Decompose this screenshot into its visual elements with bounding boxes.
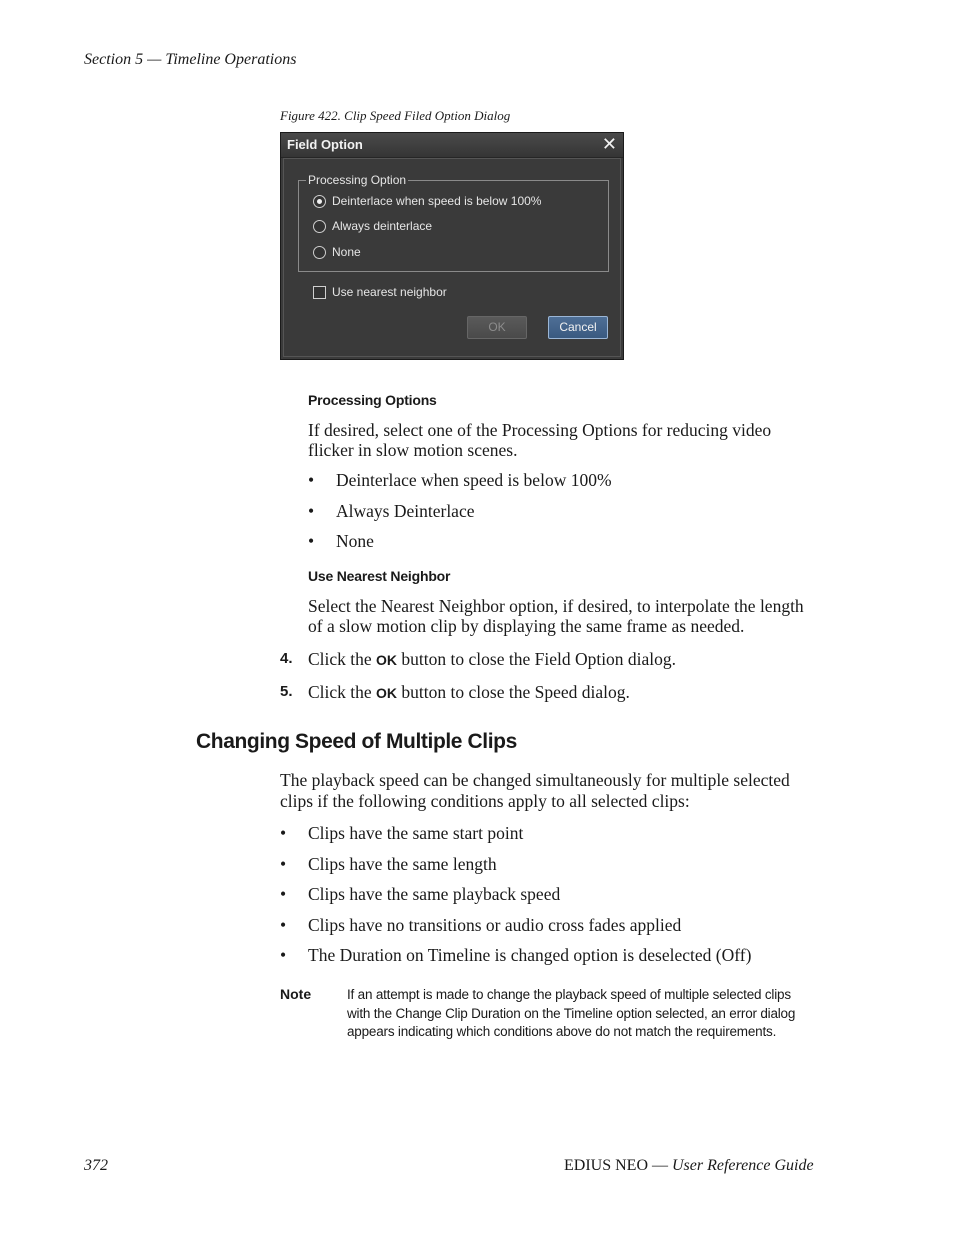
step-number: 4. [280, 650, 293, 667]
ok-keyword: OK [376, 685, 398, 701]
close-icon[interactable]: ✕ [601, 134, 617, 154]
step-text-post: button to close the Field Option dialog. [401, 649, 677, 669]
nearest-neighbor-checkbox-row[interactable] [313, 285, 447, 299]
radio-label: None [332, 245, 361, 259]
bullet-icon: • [280, 823, 287, 843]
bullet-icon: • [280, 854, 287, 874]
nearest-para-line-1: Select the Nearest Neighbor option, if desired, to interpolate the length [308, 596, 804, 616]
radio-unselected-icon[interactable] [313, 246, 326, 259]
radio-deinterlace-below-100[interactable] [313, 194, 541, 208]
step-text-pre: Click the [308, 649, 372, 669]
list-item [280, 823, 286, 844]
ok-keyword: OK [376, 652, 398, 668]
ok-button[interactable]: OK [467, 316, 527, 339]
note-line: with the Change Clip Duration on the Timeline option selected, an error dialog [347, 1005, 796, 1021]
cancel-button[interactable]: Cancel [548, 316, 608, 339]
dialog-title: Field Option [287, 137, 363, 152]
list-item [280, 945, 286, 966]
note-line: appears indicating which conditions above do not match the requirements. [347, 1024, 777, 1039]
radio-always-deinterlace[interactable] [313, 219, 432, 233]
bullet-icon: • [280, 884, 287, 904]
running-header: Section 5 — Timeline Operations [84, 51, 297, 68]
processing-para-line-1: If desired, select one of the Processing Options for reducing video [308, 420, 772, 440]
step-text-post: button to close the Speed dialog. [401, 682, 630, 702]
checkbox-icon[interactable] [313, 286, 326, 299]
dialog-titlebar [281, 133, 623, 158]
radio-none[interactable] [313, 245, 361, 259]
bullet-icon: • [280, 945, 287, 965]
note-text [347, 986, 827, 1042]
bullet-icon: • [308, 531, 315, 551]
list-item [280, 915, 286, 936]
list-item [280, 884, 286, 905]
bullet-icon: • [280, 915, 287, 935]
list-item-text: Always Deinterlace [336, 501, 475, 521]
list-item [280, 854, 286, 875]
note-label: Note [280, 986, 312, 1002]
radio-unselected-icon[interactable] [313, 220, 326, 233]
list-item-text: The Duration on Timeline is changed option is deselected (Off) [308, 945, 752, 965]
footer-title [564, 1157, 814, 1175]
step-number: 5. [280, 683, 293, 700]
step-text-pre: Click the [308, 682, 372, 702]
list-item-text: Clips have the same start point [308, 823, 524, 843]
processing-options-heading: Processing Options [308, 392, 437, 408]
list-item-text: Clips have the same playback speed [308, 884, 561, 904]
list-item-text: None [336, 531, 374, 551]
processing-option-group-label: Processing Option [308, 173, 407, 187]
dialog-body [283, 158, 621, 357]
section-para-line-1: The playback speed can be changed simultaneously for multiple selected [280, 770, 790, 790]
note-line: If an attempt is made to change the playback speed of multiple selected clips [347, 987, 791, 1002]
radio-selected-icon[interactable] [313, 195, 326, 208]
list-item-text: Clips have the same length [308, 854, 497, 874]
bullet-icon: • [308, 470, 315, 490]
checkbox-label: Use nearest neighbor [332, 285, 447, 299]
list-item [308, 531, 314, 552]
list-item [308, 470, 314, 491]
radio-label: Deinterlace when speed is below 100% [332, 194, 542, 208]
list-item [308, 501, 314, 522]
page-number: 372 [84, 1157, 108, 1174]
step-5-text [308, 682, 630, 704]
step-4-text [308, 649, 676, 671]
section-heading: Changing Speed of Multiple Clips [196, 730, 517, 753]
radio-label: Always deinterlace [332, 219, 433, 233]
nearest-neighbor-heading: Use Nearest Neighbor [308, 568, 451, 584]
nearest-para-line-2: of a slow motion clip by displaying the same frame as needed. [308, 616, 745, 636]
processing-para-line-2: flicker in slow motion scenes. [308, 440, 518, 460]
field-option-dialog [280, 132, 624, 360]
list-item-text: Clips have no transitions or audio cross fades applied [308, 915, 682, 935]
bullet-icon: • [308, 501, 315, 521]
figure-caption: Figure 422. Clip Speed Filed Option Dialog [280, 108, 511, 123]
section-para-line-2: clips if the following conditions apply to all selected clips: [280, 791, 690, 811]
footer-title-text: EDIUS NEO — User Reference Guide [564, 1157, 814, 1174]
list-item-text: Deinterlace when speed is below 100% [336, 470, 612, 490]
